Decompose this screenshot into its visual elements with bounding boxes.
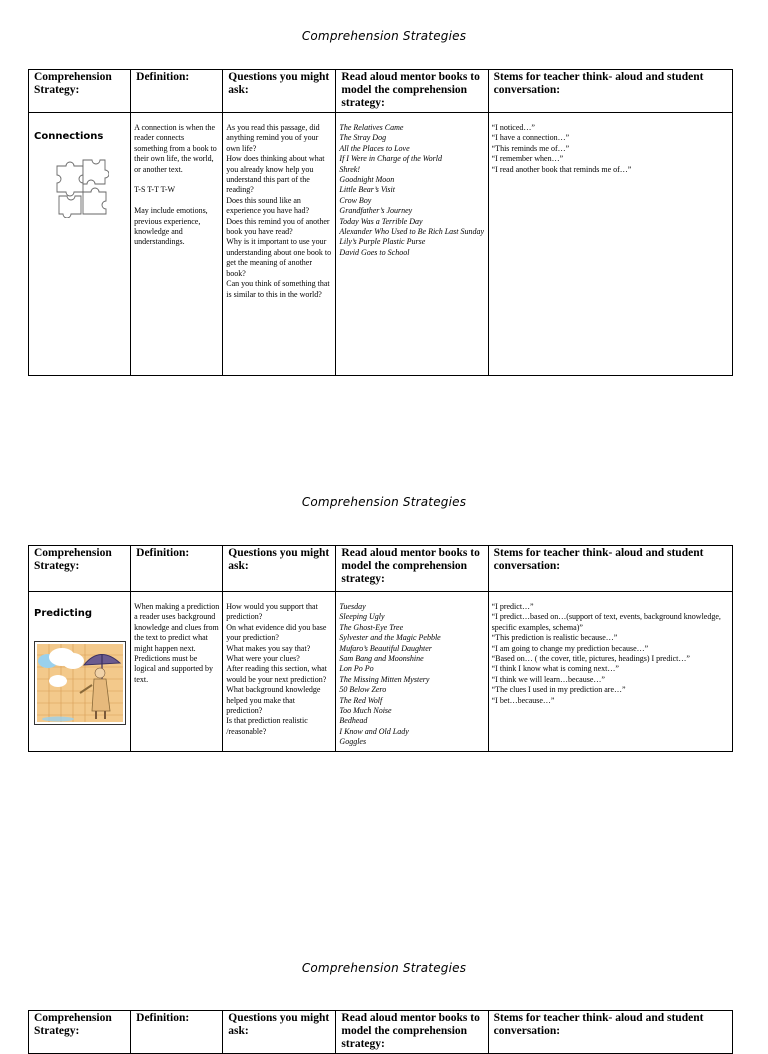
header-stems: Stems for teacher think- aloud and student conversation: (488, 546, 732, 592)
mentor-books-cell (336, 113, 488, 376)
header-questions: Questions you might ask: (223, 546, 336, 592)
definition-cell (131, 113, 223, 376)
stems-text: “I noticed…” “I have a connection…” “This reminds me of…” “I remember when…” “I read another book that reminds me of…” (491, 123, 632, 174)
questions-text: How would you support that prediction? On what evidence did you base your prediction? What makes you say that? What were your clues? After reading this section, what would be your next prediction? What background knowledge helped you make that prediction? Is that prediction realistic /reasonable? (226, 602, 327, 736)
mentor-books-list: Tuesday Sleeping Ugly The Ghost-Eye Tree Sylvester and the Magic Pebble Mufaro’s Beautiful Daughter Sam Bang and Moonshine Lon Po Po The Missing Mitten Mystery 50 Below Zero The Red Wolf Too Much Noise Bedhead I Know and Old Lady Goggles (339, 602, 441, 747)
header-mentor-books: Read aloud mentor books to model the comprehension strategy: (336, 546, 488, 592)
header-strategy: Comprehension Strategy: (29, 70, 131, 113)
strategy-cell (29, 592, 131, 752)
section-title: Comprehension Strategies (301, 495, 467, 509)
header-mentor-books: Read aloud mentor books to model the comprehension strategy: (336, 1011, 488, 1054)
header-mentor-books: Read aloud mentor books to model the comprehension strategy: (336, 70, 488, 113)
questions-cell (223, 592, 336, 752)
strategy-name: Predicting (34, 608, 93, 619)
header-questions: Questions you might ask: (223, 70, 336, 113)
mentor-books-list: The Relatives Came The Stray Dog All the Places to Love If I Were in Charge of the World Shrek! Goodnight Moon Little Bear’s Visit Crow Boy Grandfather’s Journey Today Was a Terrible Day Alexander Who Used to Be Rich Last Sunday Lily’s Purple Plastic Purse David Goes to School (339, 123, 485, 257)
stems-cell (488, 113, 732, 376)
next-strategy-table (28, 1010, 733, 1054)
header-stems: Stems for teacher think- aloud and student conversation: (488, 70, 732, 113)
stems-text: “I predict…” “I predict…based on…(support of text, events, background knowledge, specific examples, schema)” “This prediction is realistic because…” “I am going to change my prediction because…” “Based on… ( the cover, title, pictures, headings) I predict…” “I think I know what is coming next…” “I think we will learn…because…” “The clues I used in my prediction are…” “I bet…because…” (491, 602, 721, 705)
mentor-books-cell (336, 592, 488, 752)
header-stems: Stems for teacher think- aloud and student conversation: (488, 1011, 732, 1054)
questions-text: As you read this passage, did anything remind you of your own life? How does thinking about what you already know help you understand this part of the reading? Does this sound like an experience you have had? Does this remind you of another book you have read? Why is it important to use your understanding about one book to get the meaning of another book? Can you think of something that is similar to this in the world? (226, 123, 332, 299)
definition-cell (131, 592, 223, 752)
header-definition: Definition: (131, 546, 223, 592)
predicting-table (28, 545, 733, 752)
header-definition: Definition: (131, 70, 223, 113)
section-title: Comprehension Strategies (301, 961, 467, 975)
strategy-cell (29, 113, 131, 376)
header-strategy: Comprehension Strategy: (29, 546, 131, 592)
strategy-name: Connections (34, 131, 104, 142)
puzzle-pieces-icon (53, 156, 130, 223)
header-definition: Definition: (131, 1011, 223, 1054)
definition-text: A connection is when the reader connects something from a book to their own life, the world, or another text. T-S T-T T-W May include emotions, previous experience, knowledge and understandings. (134, 123, 217, 247)
questions-cell (223, 113, 336, 376)
header-strategy: Comprehension Strategy: (29, 1011, 131, 1054)
section-title: Comprehension Strategies (301, 29, 467, 43)
connections-table (28, 69, 733, 376)
definition-text: When making a prediction a reader uses background knowledge and clues from the text to predict what might happen next. Predictions must be logical and supported by text. (134, 602, 220, 684)
stems-cell (488, 592, 732, 752)
header-questions: Questions you might ask: (223, 1011, 336, 1054)
weather-forecaster-clipart (34, 641, 130, 730)
